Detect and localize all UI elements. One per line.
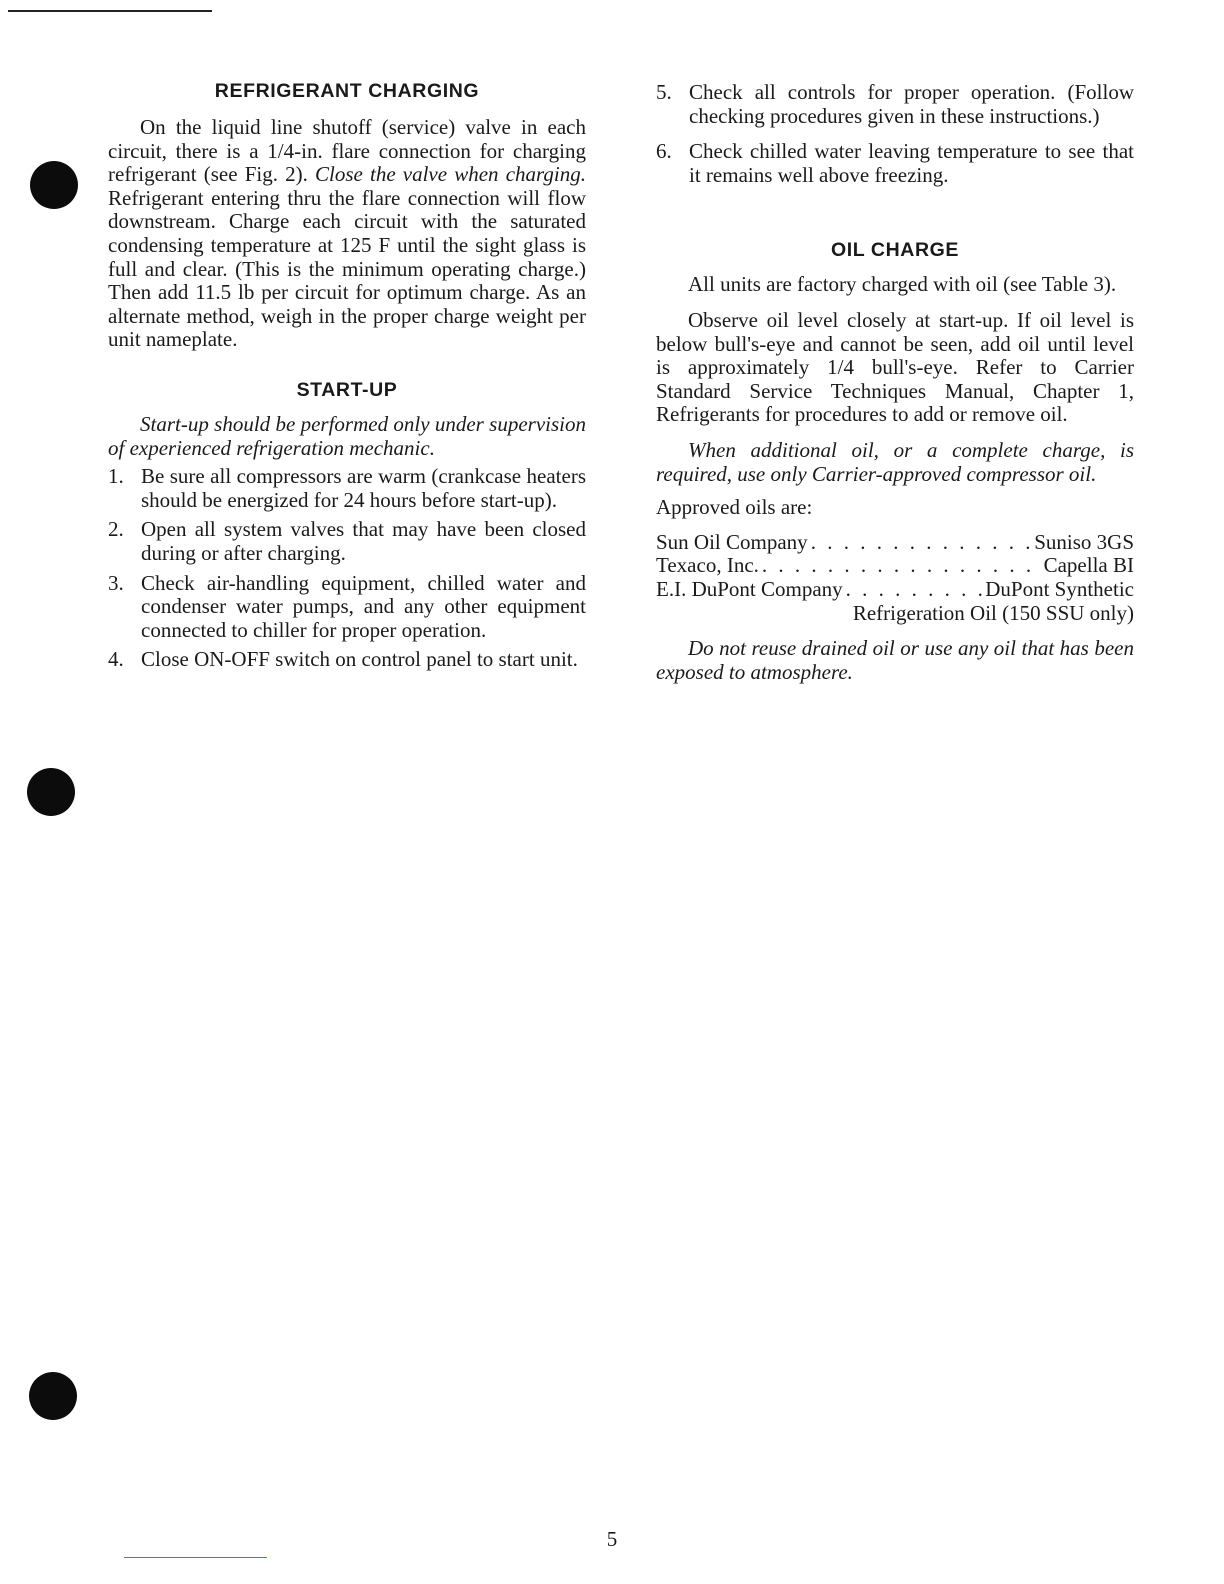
step-text: Check chilled water leaving temperature to see that it remains well above freezing. bbox=[689, 139, 1134, 187]
refrigerant-charging-text-b: Refrigerant entering thru the flare connection will flow downstream. Charge each circuit with the saturated condensing temperature at 125 F until the sight glass is full and clear. (This is the minimum operating charge.) Then add 11.5 lb per circuit for optimum charge. As an alternate method, weigh in the proper charge weight per unit nameplate. bbox=[108, 185, 586, 352]
dot-leader bbox=[762, 554, 1041, 578]
step-number: 3. bbox=[108, 570, 124, 595]
list-item bbox=[656, 81, 1134, 128]
step-number: 6. bbox=[656, 139, 672, 164]
refrigerant-charging-paragraph bbox=[108, 116, 586, 352]
oil-product: Suniso 3GS bbox=[1034, 529, 1134, 554]
oil-product-continuation: Refrigeration Oil (150 SSU only) bbox=[852, 600, 1134, 625]
step-number: 2. bbox=[108, 517, 124, 542]
step-number: 5. bbox=[656, 80, 672, 104]
refrigerant-charging-heading: REFRIGERANT CHARGING bbox=[214, 80, 480, 102]
oil-warning: Do not reuse drained oil or use any oil that has been exposed to atmosphere. bbox=[656, 636, 1134, 684]
list-item bbox=[108, 648, 586, 672]
list-item bbox=[108, 465, 586, 512]
bottom-rule bbox=[124, 1557, 267, 1558]
punch-hole-bottom bbox=[29, 1372, 77, 1420]
oil-charge-paragraph-3: When additional oil, or a complete charge, is required, use only Carrier-approved compressor oil. bbox=[656, 437, 1134, 486]
oil-company: Sun Oil Company bbox=[656, 529, 808, 554]
startup-steps-right bbox=[656, 81, 1134, 187]
oil-charge-paragraph-1: All units are factory charged with oil (see Table 3). bbox=[688, 272, 1117, 297]
right-column bbox=[656, 78, 1134, 684]
oil-row bbox=[656, 578, 1134, 602]
oil-row bbox=[656, 554, 1134, 578]
list-item bbox=[108, 572, 586, 643]
oil-product: DuPont Synthetic bbox=[985, 576, 1134, 601]
step-text: Close ON-OFF switch on control panel to start unit. bbox=[141, 647, 578, 672]
oil-row bbox=[656, 531, 1134, 555]
refrigerant-charging-text-a: On the liquid line shutoff (service) valve in each circuit, there is a 1/4-in. flare connection for charging refrigerant (see Fig. 2). bbox=[108, 115, 586, 187]
step-number: 4. bbox=[108, 647, 124, 672]
left-column bbox=[108, 78, 586, 672]
top-rule bbox=[8, 10, 212, 12]
step-text: Check all controls for proper operation. (Follow checking procedures given in these instructions.) bbox=[689, 80, 1134, 128]
step-text: Open all system valves that may have been closed during or after charging. bbox=[141, 517, 586, 565]
punch-hole-middle bbox=[27, 768, 75, 816]
approved-oils-list bbox=[656, 531, 1134, 625]
startup-heading: START-UP bbox=[296, 378, 398, 401]
punch-hole-top bbox=[30, 161, 78, 209]
dot-leader bbox=[811, 531, 1032, 555]
step-text: Be sure all compressors are warm (crankcase heaters should be energized for 24 hours before start-up). bbox=[141, 464, 586, 512]
step-number: 1. bbox=[108, 464, 124, 489]
list-item bbox=[656, 140, 1134, 187]
startup-intro: Start-up should be performed only under supervision of experienced refrigeration mechanic. bbox=[108, 411, 586, 460]
oil-company: Texaco, Inc. bbox=[656, 553, 759, 578]
dot-leader bbox=[846, 578, 983, 602]
page-number: 5 bbox=[606, 1527, 618, 1551]
approved-oils-label: Approved oils are: bbox=[656, 495, 813, 520]
startup-steps-left bbox=[108, 465, 586, 672]
oil-charge-paragraph-2: Observe oil level closely at start-up. If oil level is below bull's-eye and cannot be seen, add oil until level is approximately 1/4 bull's-eye. Refer to Carrier Standard Service Techniques Manual, Chapter 1, Refrigerants for procedures to add or remove oil. bbox=[656, 307, 1134, 427]
step-text: Check air-handling equipment, chilled water and condenser water pumps, and any other equipment connected to chiller for proper operation. bbox=[141, 570, 586, 642]
oil-company: E.I. DuPont Company bbox=[656, 576, 843, 601]
list-item bbox=[108, 518, 586, 565]
refrigerant-charging-italic: Close the valve when charging. bbox=[315, 162, 586, 187]
oil-charge-heading: OIL CHARGE bbox=[830, 239, 960, 262]
oil-product: Capella BI bbox=[1043, 553, 1134, 578]
